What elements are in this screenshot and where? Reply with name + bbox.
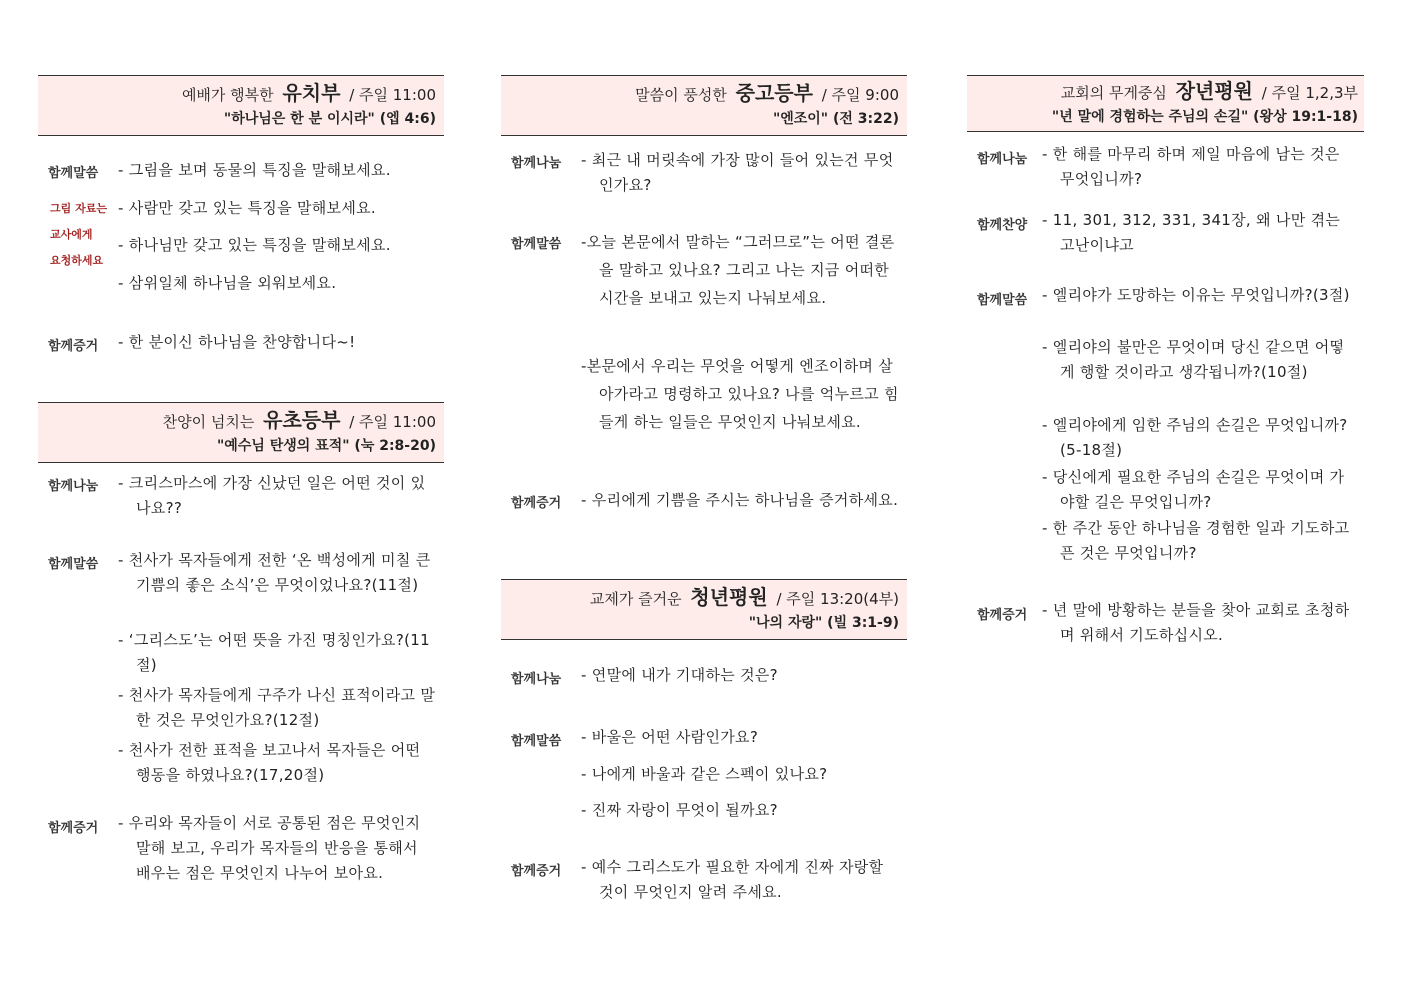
- word-item: - 한 주간 동안 하나님을 경험한 일과 기도하고픈 것은 무엇입니까?: [1042, 519, 1350, 562]
- word-item: - 나에게 바울과 같은 스펙이 있나요?: [581, 765, 828, 783]
- word-item: - 엘리야가 도망하는 이유는 무엇입니까?(3절): [1042, 286, 1350, 304]
- sermon-theme: "엔조이" (전 3:22): [772, 111, 899, 127]
- sermon-theme: "예수님 탄생의 표적" (눅 2:8-20): [217, 438, 436, 454]
- word-item: - 엘리야의 불만은 무엇이며 당신 같으면 어떻게 행할 것이라고 생각됩니까?(10절): [1042, 338, 1345, 381]
- witness-item: - 우리에게 기쁨을 주시는 하나님을 증거하세요.: [581, 491, 899, 509]
- header-prefix: 예배가 행복한: [181, 86, 274, 104]
- header-prefix: 교제가 즐거운: [589, 590, 682, 608]
- praise-item: - 11, 301, 312, 331, 341장, 왜 나만 겪는 고난이냐고: [1042, 211, 1341, 254]
- witness-item: - 예수 그리스도가 필요한 자에게 진짜 자랑할 것이 무엇인지 알려 주세요.: [581, 858, 884, 901]
- word-item: - ‘그리스도’는 어떤 뜻을 가진 명칭인가요?(11절): [118, 631, 430, 674]
- word-item: - 바울은 어떤 사람인가요?: [581, 728, 759, 746]
- share-item: - 최근 내 머릿속에 가장 많이 들어 있는건 무엇인가요?: [581, 151, 894, 194]
- department-name: 장년평원: [1175, 79, 1253, 103]
- section-header: [967, 75, 1364, 132]
- witness-item: - 우리와 목자들이 서로 공통된 점은 무엇인지 말해 보고, 우리가 목자들의 반응을 통해서 배우는 점은 무엇인지 나누어 보아요.: [118, 814, 421, 882]
- label-witness: 함께증거: [48, 339, 99, 354]
- section-youth: [501, 75, 907, 511]
- service-time: / 주일 11:00: [349, 86, 436, 104]
- word-item: - 천사가 전한 표적을 보고나서 목자들은 어떤 행동을 하였나요?(17,20절): [118, 741, 421, 784]
- word-item: - 삼위일체 하나님을 외워보세요.: [118, 274, 337, 292]
- label-praise: 함께찬양: [977, 218, 1028, 233]
- word-item: - 하나님만 갖고 있는 특징을 말해보세요.: [118, 236, 391, 254]
- label-share: 함께나눔: [48, 479, 99, 494]
- section-header: [38, 402, 444, 463]
- word-item: - 진짜 자랑이 무엇이 될까요?: [581, 801, 778, 819]
- section-header: [38, 75, 444, 136]
- word-item: -본문에서 우리는 무엇을 어떻게 엔조이하며 살아가라고 명령하고 있나요? 나를 억누르고 힘들게 하는 일들은 무엇인지 나눠보세요.: [581, 357, 899, 431]
- label-share: 함께나눔: [977, 152, 1028, 167]
- word-item: - 당신에게 필요한 주님의 손길은 무엇이며 가야할 길은 무엇입니까?: [1042, 468, 1345, 511]
- section-adults: [967, 75, 1364, 644]
- section-kindergarten: [38, 75, 444, 354]
- service-time: / 주일 11:00: [349, 413, 436, 431]
- department-name: 유초등부: [263, 408, 341, 432]
- department-name: 유치부: [282, 81, 341, 105]
- label-share: 함께나눔: [511, 672, 562, 687]
- label-word: 함께말씀: [977, 293, 1028, 308]
- header-prefix: 찬양이 넘치는: [162, 413, 255, 431]
- label-word: 함께말씀: [48, 166, 99, 181]
- label-share: 함께나눔: [511, 156, 562, 171]
- sermon-theme: "년 말에 경험하는 주님의 손길" (왕상 19:1-18): [1051, 109, 1358, 125]
- word-item: -오늘 본문에서 말하는 “그러므로”는 어떤 결론을 말하고 있나요? 그리고 나는 지금 어떠한 시간을 보내고 있는지 나눠보세요.: [581, 233, 895, 307]
- word-item: - 사람만 갖고 있는 특징을 말해보세요.: [118, 199, 376, 217]
- header-prefix: 교회의 무게중심: [1060, 84, 1167, 102]
- section-elementary: [38, 402, 444, 882]
- share-item: - 크리스마스에 가장 신났던 일은 어떤 것이 있나요??: [118, 474, 426, 517]
- service-time: / 주일 1,2,3부: [1261, 84, 1358, 102]
- sermon-theme: "하나님은 한 분 이시라" (엡 4:6): [223, 111, 436, 127]
- label-word: 함께말씀: [511, 237, 562, 252]
- label-witness: 함께증거: [511, 864, 562, 879]
- witness-item: - 한 분이신 하나님을 찬양합니다~!: [118, 333, 356, 351]
- label-witness: 함께증거: [511, 496, 562, 511]
- word-item: - 천사가 목자들에게 전한 ‘온 백성에게 미칠 큰 기쁨의 좋은 소식’은 무엇이었나요?(11절): [118, 551, 431, 594]
- share-item: - 연말에 내가 기대하는 것은?: [581, 666, 778, 684]
- section-header: [501, 579, 907, 640]
- header-prefix: 말씀이 풍성한: [635, 86, 727, 104]
- label-word: 함께말씀: [48, 557, 99, 572]
- witness-item: - 년 말에 방황하는 분들을 찾아 교회로 초청하며 위해서 기도하십시오.: [1042, 601, 1350, 644]
- department-name: 중고등부: [735, 81, 813, 105]
- department-name: 청년평원: [690, 585, 768, 609]
- label-word: 함께말씀: [511, 734, 562, 749]
- service-time: / 주일 13:20(4부): [776, 590, 899, 608]
- word-item: - 그림을 보며 동물의 특징을 말해보세요.: [118, 161, 391, 179]
- word-item: - 천사가 목자들에게 구주가 나신 표적이라고 말한 것은 무엇인가요?(12절): [118, 686, 436, 729]
- sermon-theme: "나의 자랑" (빌 3:1-9): [748, 615, 899, 631]
- word-item: - 엘리야에게 임한 주님의 손길은 무엇입니까?(5-18절): [1042, 416, 1348, 459]
- material-note: 그림 자료는 교사에게 요청하세요: [50, 202, 107, 267]
- section-young-adults: [501, 579, 907, 901]
- share-item: - 한 해를 마무리 하며 제일 마음에 남는 것은 무엇입니까?: [1042, 145, 1340, 188]
- label-witness: 함께증거: [977, 608, 1028, 623]
- label-witness: 함께증거: [48, 821, 99, 836]
- service-time: / 주일 9:00: [821, 86, 899, 104]
- section-header: [501, 75, 907, 136]
